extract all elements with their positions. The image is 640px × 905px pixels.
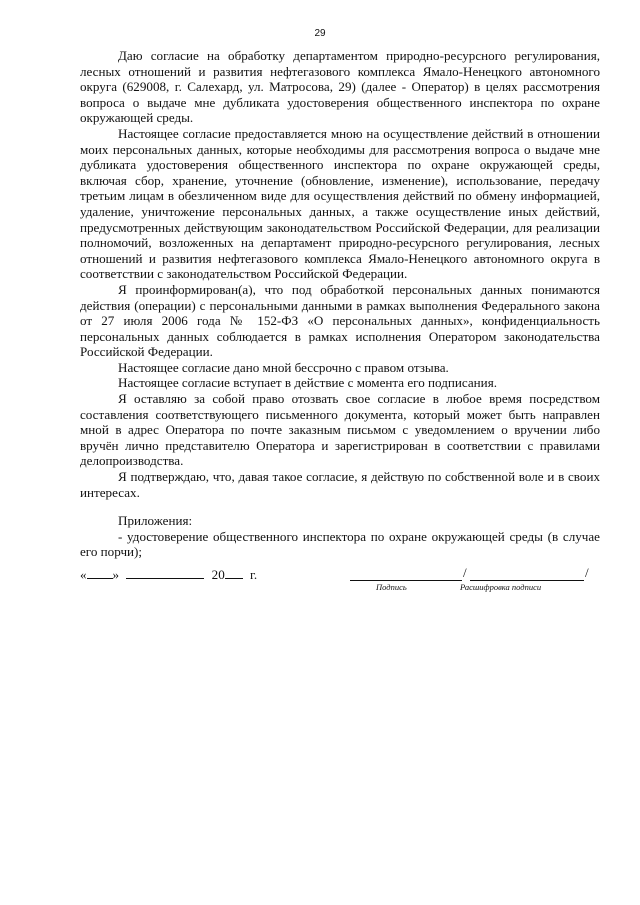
page-number: 29 xyxy=(314,28,326,39)
attachment-item: - удостоверение общественного инспектора по охране окружающей среды (в случае его порчи); xyxy=(80,528,600,560)
attachments-title: Приложения: xyxy=(118,513,193,528)
date-open-quote: « xyxy=(80,567,87,582)
paragraph-effective: Настоящее согласие вступает в действие с момента его подписания. xyxy=(118,375,497,391)
signature-caption: Подпись xyxy=(376,582,407,592)
signature-row xyxy=(80,566,600,606)
day-blank[interactable] xyxy=(87,566,113,579)
paragraph-revocation: Я оставляю за собой право отозвать свое согласие в любое время посредством составления соответствующего письменного документа, который может быть направлен мной в адрес Оператора по почте заказным письмом с уведомлением о вручении либо вручён лично представителю Оператора и зарегистрирован в соответствии с правилами делопроизводства. xyxy=(80,391,600,469)
consent-text xyxy=(80,48,600,500)
signature-decoding-line[interactable] xyxy=(470,580,584,581)
signature-slash-left: / xyxy=(463,565,467,580)
year-blank[interactable] xyxy=(225,566,243,579)
paragraph-actions-scope: Настоящее согласие предоставляется мною на осуществление действий в отношении моих персональных данных, которые необходимы для рассмотрения вопроса о выдаче мне дубликата удостоверения общественного инспектора по охране окружающей среды, включая сбор, хранение, уточнение (обновление, изменение), использование, передачу третьим лицам в обезличенном виде для осуществления действий по обмену информацией, удаление, уничтожение персональных данных, а также осуществление иных действий, предусмотренных действующим законодательством Российской Федерации, для реализации полномочий, возложенных на департамент природно-ресурсного регулирования, лесных отношений и развития нефтегазового комплекса Ямало-Ненецкого автономного округа в соответствии с законодательством Российской Федерации. xyxy=(80,125,600,282)
date-close-quote: » xyxy=(112,567,120,582)
paragraph-confirmation: Я подтверждаю, что, давая такое согласие, я действую по собственной воле и в своих интересах. xyxy=(80,469,600,500)
paragraph-consent-intro: Даю согласие на обработку департаментом природно-ресурсного регулирования, лесных отношений и развития нефтегазового комплекса Ямало-Ненецкого автономного округа (629008, г. Салехард, ул. Матросова, 29) (далее - Оператор) в целях рассмотрения вопроса о выдаче мне дубликата удостоверения общественного инспектора по охране окружающей среды. xyxy=(80,48,600,126)
month-blank[interactable] xyxy=(126,566,204,579)
signature-line[interactable] xyxy=(350,580,462,581)
year-prefix: 20 xyxy=(211,567,225,582)
attachments-section xyxy=(80,513,600,560)
decoding-caption: Расшифровка подписи xyxy=(460,582,542,592)
year-suffix: г. xyxy=(250,567,258,582)
signature-slash-right: / xyxy=(585,565,589,580)
paragraph-term: Настоящее согласие дано мной бессрочно с правом отзыва. xyxy=(118,359,449,375)
paragraph-informed: Я проинформирован(а), что под обработкой персональных данных понимаются действия (операции) с персональными данными в рамках выполнения Федерального закона от 27 июля 2006 года № 152-ФЗ «О персональных данных», конфиденциальность персональных данных соблюдается в рамках исполнения Оператором законодательства Российской Федерации. xyxy=(80,281,600,360)
date-field[interactable] xyxy=(80,566,257,583)
